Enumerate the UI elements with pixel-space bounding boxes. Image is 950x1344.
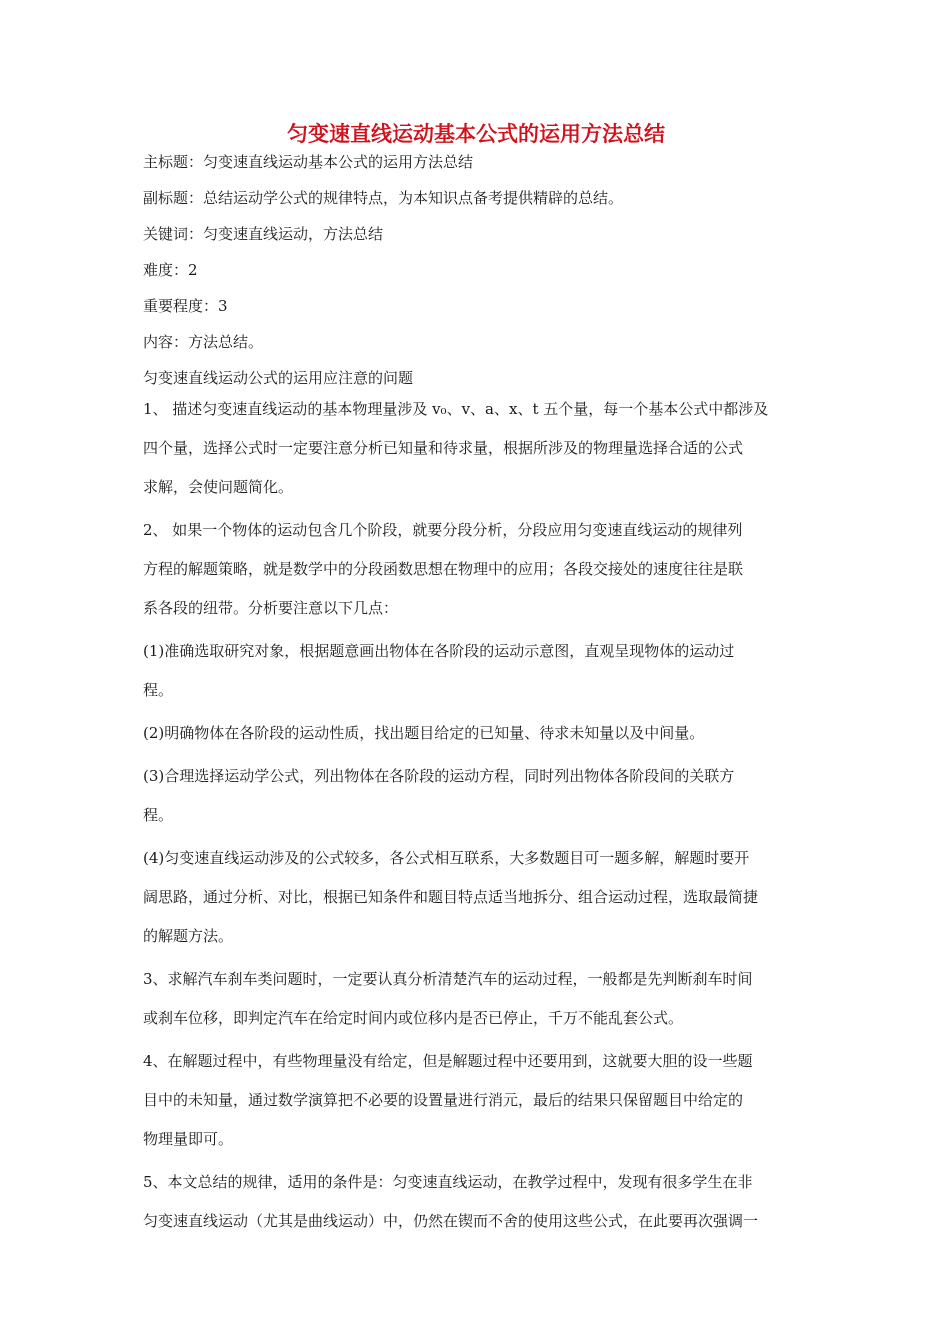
paragraph-line: 2、 如果一个物体的运动包含几个阶段，就要分段分析，分段应用匀变速直线运动的规律列	[143, 521, 743, 539]
section-heading: 匀变速直线运动公式的运用应注意的问题	[143, 369, 414, 387]
paragraph-line: 程。	[143, 681, 174, 699]
paragraph-line: 5、本文总结的规律，适用的条件是：匀变速直线运动，在教学过程中，发现有很多学生在非	[143, 1173, 753, 1191]
body-paragraph	[143, 1042, 809, 1159]
paragraph-line: 1、 描述匀变速直线运动的基本物理量涉及 v₀、v、a、x、t 五个量，每一个基本公式中都涉及	[143, 400, 769, 418]
document-page	[143, 118, 809, 1241]
body-paragraph	[143, 632, 809, 710]
subtitle-line: 副标题：总结运动学公式的规律特点，为本知识点备考提供精辟的总结。	[143, 189, 624, 207]
paragraph-line: 物理量即可。	[143, 1130, 234, 1148]
paragraph-line: (4)匀变速直线运动涉及的公式较多，各公式相互联系，大多数题目可一题多解，解题时要开	[143, 849, 750, 867]
paragraph-line: (3)合理选择运动学公式，列出物体在各阶段的运动方程，同时列出物体各阶段间的关联方	[143, 767, 735, 785]
body-paragraph	[143, 757, 809, 835]
body-paragraph	[143, 839, 809, 956]
paragraph-line: 4、在解题过程中，有些物理量没有给定，但是解题过程中还要用到，这就要大胆的设一些题	[143, 1052, 753, 1070]
body-paragraphs	[143, 390, 809, 1241]
importance-line: 重要程度：3	[143, 297, 228, 315]
paragraph-line: 方程的解题策略，就是数学中的分段函数思想在物理中的应用；各段交接处的速度往往是联	[143, 560, 744, 578]
paragraph-line: 3、求解汽车刹车类问题时，一定要认真分析清楚汽车的运动过程，一般都是先判断刹车时间	[143, 970, 753, 988]
body-paragraph	[143, 390, 809, 507]
paragraph-line: 求解，会使问题简化。	[143, 478, 294, 496]
paragraph-line: 的解题方法。	[143, 927, 234, 945]
paragraph-line: 四个量，选择公式时一定要注意分析已知量和待求量，根据所涉及的物理量选择合适的公式	[143, 439, 744, 457]
paragraph-line: 匀变速直线运动（尤其是曲线运动）中，仍然在锲而不舍的使用这些公式，在此要再次强调一	[143, 1212, 759, 1230]
body-paragraph	[143, 714, 809, 753]
body-paragraph	[143, 960, 809, 1038]
keywords-line: 关键词：匀变速直线运动，方法总结	[143, 225, 384, 243]
paragraph-line: (1)准确选取研究对象，根据题意画出物体在各阶段的运动示意图，直观呈现物体的运动过	[143, 642, 735, 660]
difficulty-line: 难度：2	[143, 261, 198, 279]
paragraph-line: 程。	[143, 806, 174, 824]
paragraph-line: (2)明确物体在各阶段的运动性质，找出题目给定的已知量、待求未知量以及中间量。	[143, 724, 705, 742]
paragraph-line: 目中的未知量，通过数学演算把不必要的设置量进行消元，最后的结果只保留题目中给定的	[143, 1091, 744, 1109]
paragraph-line: 或刹车位移，即判定汽车在给定时间内或位移内是否已停止，千万不能乱套公式。	[143, 1009, 684, 1027]
paragraph-line: 系各段的纽带。分析要注意以下几点：	[143, 599, 399, 617]
body-paragraph	[143, 511, 809, 628]
content-line: 内容：方法总结。	[143, 333, 264, 351]
main-title-line: 主标题：匀变速直线运动基本公式的运用方法总结	[143, 153, 474, 171]
body-paragraph	[143, 1163, 809, 1241]
paragraph-line: 阔思路，通过分析、对比，根据已知条件和题目特点适当地拆分、组合运动过程，选取最简捷	[143, 888, 759, 906]
document-title: 匀变速直线运动基本公式的运用方法总结	[287, 121, 665, 146]
